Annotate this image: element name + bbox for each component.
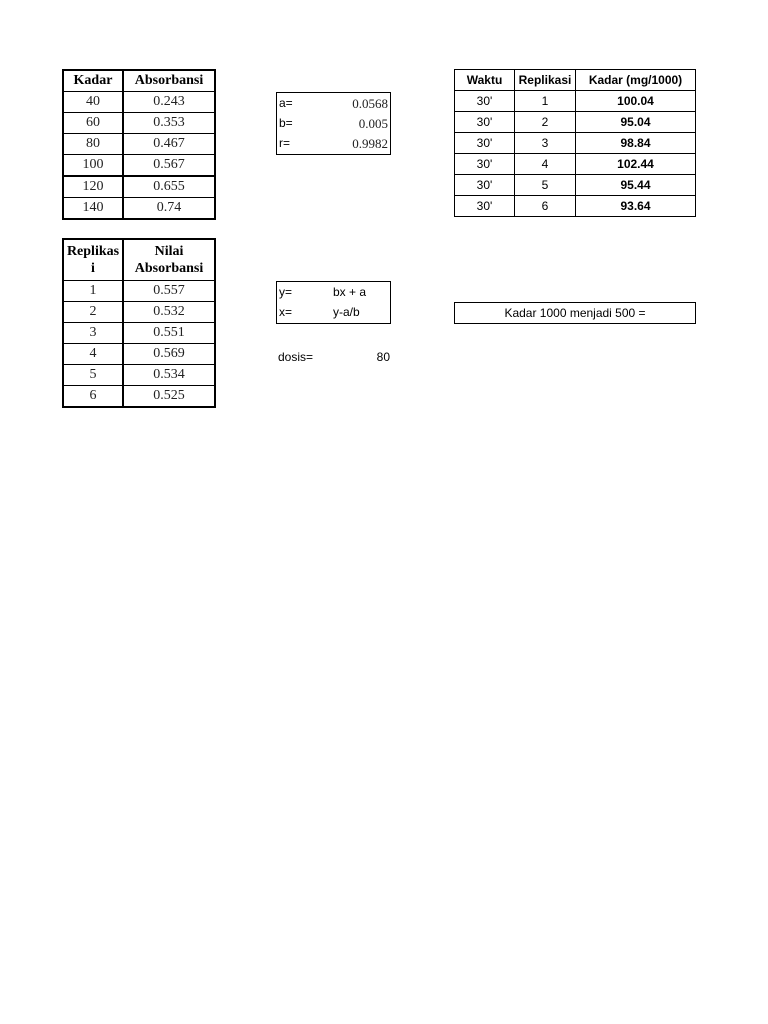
formula-row-x[interactable] [277, 302, 390, 323]
cell-replikasi[interactable]: 1 [63, 281, 123, 302]
cell-replikasi[interactable]: 6 [515, 196, 576, 217]
cell-absorbansi[interactable]: 0.655 [123, 176, 215, 198]
formula-expression: y-a/b [333, 305, 360, 319]
cell-replikasi[interactable]: 5 [515, 175, 576, 196]
cell-kadar[interactable]: 80 [63, 134, 123, 155]
cell-nilai-absorbansi[interactable]: 0.551 [123, 323, 215, 344]
cell-absorbansi[interactable]: 0.467 [123, 134, 215, 155]
dosis-value[interactable]: 80 [376, 350, 390, 364]
cell-replikasi[interactable]: 6 [63, 386, 123, 408]
table-row [455, 154, 696, 175]
formula-label: x= [279, 305, 293, 319]
table-header-row [455, 70, 696, 91]
cell-replikasi[interactable]: 4 [515, 154, 576, 175]
table-row [63, 302, 215, 323]
coefficient-label: r= [279, 136, 291, 150]
table-row [63, 365, 215, 386]
column-header-kadar: Kadar [63, 70, 123, 92]
cell-replikasi[interactable]: 2 [515, 112, 576, 133]
coefficient-label: a= [279, 96, 293, 110]
table-row [63, 134, 215, 155]
dosis-label[interactable]: dosis= [278, 350, 314, 364]
table-row [63, 176, 215, 198]
cell-nilai-absorbansi[interactable]: 0.532 [123, 302, 215, 323]
cell-waktu[interactable]: 30' [455, 112, 515, 133]
table-row [455, 196, 696, 217]
table-row [63, 198, 215, 220]
table-row [63, 155, 215, 177]
cell-absorbansi[interactable]: 0.353 [123, 113, 215, 134]
cell-kadar-mg[interactable]: 100.04 [576, 91, 696, 112]
column-header-replikasi: Replikasi [515, 70, 576, 91]
cell-kadar-mg[interactable]: 95.44 [576, 175, 696, 196]
table-header-row [63, 239, 215, 281]
table-row [63, 281, 215, 302]
formula-row-y[interactable] [277, 282, 390, 303]
table-row [455, 91, 696, 112]
table-header-row [63, 70, 215, 92]
column-header-replikasi: Replikas i [63, 239, 123, 281]
table-row [455, 112, 696, 133]
formula-label: y= [279, 285, 293, 299]
cell-replikasi[interactable]: 4 [63, 344, 123, 365]
coefficient-row-b[interactable] [277, 113, 390, 134]
cell-replikasi[interactable]: 2 [63, 302, 123, 323]
cell-waktu[interactable]: 30' [455, 154, 515, 175]
cell-nilai-absorbansi[interactable]: 0.569 [123, 344, 215, 365]
cell-nilai-absorbansi[interactable]: 0.525 [123, 386, 215, 408]
conversion-note[interactable]: Kadar 1000 menjadi 500 = [454, 302, 696, 324]
formula-expression: bx + a [333, 285, 367, 299]
coefficient-label: b= [279, 116, 293, 130]
waktu-replikasi-kadar-table [454, 69, 696, 217]
cell-absorbansi[interactable]: 0.74 [123, 198, 215, 220]
cell-replikasi[interactable]: 3 [515, 133, 576, 154]
formula-box [276, 281, 391, 324]
table-row [63, 92, 215, 113]
table-row [63, 386, 215, 408]
cell-replikasi[interactable]: 1 [515, 91, 576, 112]
cell-waktu[interactable]: 30' [455, 133, 515, 154]
cell-waktu[interactable]: 30' [455, 196, 515, 217]
cell-kadar-mg[interactable]: 102.44 [576, 154, 696, 175]
cell-kadar-mg[interactable]: 93.64 [576, 196, 696, 217]
cell-waktu[interactable]: 30' [455, 91, 515, 112]
cell-kadar[interactable]: 40 [63, 92, 123, 113]
table-row [455, 133, 696, 154]
cell-kadar[interactable]: 100 [63, 155, 123, 177]
cell-nilai-absorbansi[interactable]: 0.534 [123, 365, 215, 386]
coefficient-value: 0.005 [358, 116, 388, 131]
cell-kadar-mg[interactable]: 95.04 [576, 112, 696, 133]
table-row [455, 175, 696, 196]
cell-absorbansi[interactable]: 0.243 [123, 92, 215, 113]
column-header-waktu: Waktu [455, 70, 515, 91]
coefficient-value: 0.0568 [352, 96, 388, 111]
cell-kadar[interactable]: 140 [63, 198, 123, 220]
column-header-absorbansi: Absorbansi [123, 70, 215, 92]
cell-absorbansi[interactable]: 0.567 [123, 155, 215, 177]
column-header-kadar-mg: Kadar (mg/1000) [576, 70, 696, 91]
column-header-nilai-absorbansi: Nilai Absorbansi [123, 239, 215, 281]
table-row [63, 344, 215, 365]
table-row [63, 113, 215, 134]
cell-nilai-absorbansi[interactable]: 0.557 [123, 281, 215, 302]
replikasi-absorbansi-table [62, 238, 216, 408]
cell-waktu[interactable]: 30' [455, 175, 515, 196]
cell-replikasi[interactable]: 3 [63, 323, 123, 344]
coefficient-value: 0.9982 [352, 136, 388, 151]
coefficient-row-a[interactable] [277, 93, 390, 114]
cell-replikasi[interactable]: 5 [63, 365, 123, 386]
coefficient-row-r[interactable] [277, 133, 390, 154]
cell-kadar[interactable]: 120 [63, 176, 123, 198]
table-row [63, 323, 215, 344]
kadar-absorbansi-table [62, 69, 216, 220]
cell-kadar-mg[interactable]: 98.84 [576, 133, 696, 154]
cell-kadar[interactable]: 60 [63, 113, 123, 134]
regression-coefficients-box [276, 92, 391, 155]
